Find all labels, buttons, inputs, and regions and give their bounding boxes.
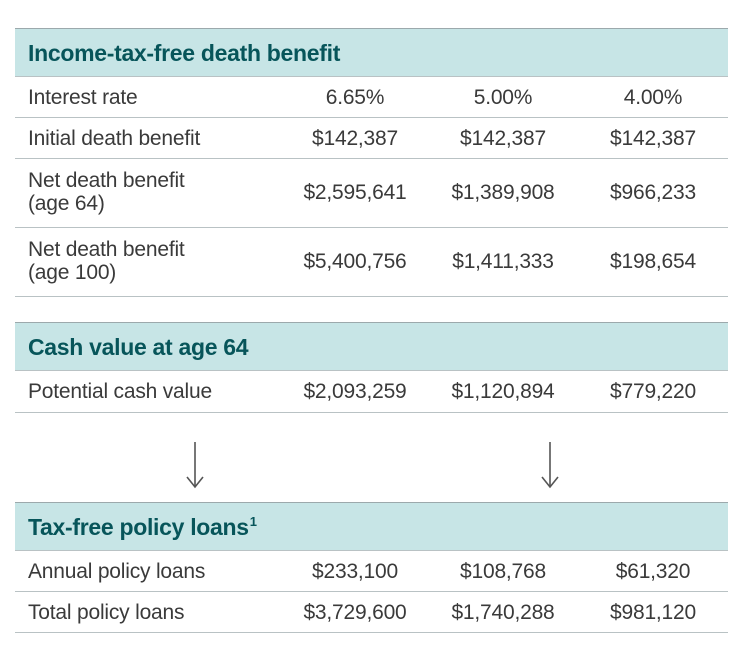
- section-title-cash-value: Cash value at age 64: [28, 334, 249, 360]
- policy-illustration-table: [15, 28, 728, 640]
- table-row-potential-cash-value: [15, 370, 728, 412]
- cell-value: $3,729,600: [303, 601, 407, 624]
- row-label-line1: Net death benefit: [28, 169, 185, 192]
- section-header-cash-value: [15, 322, 728, 370]
- row-label: Potential cash value: [28, 380, 212, 403]
- row-label: [28, 238, 185, 284]
- section-title-text: Tax-free policy loans: [28, 514, 249, 540]
- section-title-policy-loans: [28, 503, 257, 550]
- divider: [15, 412, 728, 413]
- cell-value: $108,768: [460, 560, 546, 583]
- row-label: [28, 169, 185, 215]
- cell-value: $1,389,908: [451, 181, 555, 204]
- footnote-marker: 1: [249, 514, 257, 530]
- cell-value: $779,220: [610, 380, 696, 403]
- cell-value: $981,120: [610, 601, 696, 624]
- table-row-net-death-benefit-100: [15, 227, 728, 296]
- row-label: Initial death benefit: [28, 127, 201, 150]
- table-row-interest-rate: [15, 76, 728, 117]
- cell-value: $2,595,641: [303, 181, 407, 204]
- row-label-line2: (age 64): [28, 192, 105, 215]
- table-row-net-death-benefit-64: [15, 158, 728, 227]
- row-label: Annual policy loans: [28, 560, 206, 583]
- divider: [15, 632, 728, 633]
- cell-value: $142,387: [610, 127, 696, 150]
- cell-value: $1,120,894: [451, 380, 555, 403]
- cell-value: $233,100: [312, 560, 398, 583]
- section-title-death-benefit: Income-tax-free death benefit: [28, 40, 341, 66]
- row-label-line1: Net death benefit: [28, 238, 185, 261]
- cell-value: $142,387: [460, 127, 546, 150]
- cell-value: $1,411,333: [452, 250, 554, 273]
- cell-value: $1,740,288: [451, 601, 555, 624]
- row-label: Total policy loans: [28, 601, 185, 624]
- cell-value: 6.65%: [325, 86, 385, 109]
- section-header-policy-loans: [15, 502, 728, 550]
- arrow-down-icon: [183, 440, 207, 490]
- cell-value: $966,233: [610, 181, 696, 204]
- cell-value: 4.00%: [623, 86, 683, 109]
- section-header-death-benefit: [15, 28, 728, 76]
- table-row-annual-policy-loans: [15, 550, 728, 591]
- row-label-line2: (age 100): [28, 261, 117, 284]
- cell-value: 5.00%: [473, 86, 533, 109]
- arrow-down-icon: [538, 440, 562, 490]
- cell-value: $142,387: [312, 127, 398, 150]
- cell-value: $61,320: [615, 560, 691, 583]
- table-row-total-policy-loans: [15, 591, 728, 632]
- table-row-initial-death-benefit: [15, 117, 728, 158]
- cell-value: $5,400,756: [303, 250, 407, 273]
- row-label: Interest rate: [28, 86, 138, 109]
- cell-value: $198,654: [610, 250, 696, 273]
- cell-value: $2,093,259: [303, 380, 407, 403]
- divider: [15, 296, 728, 297]
